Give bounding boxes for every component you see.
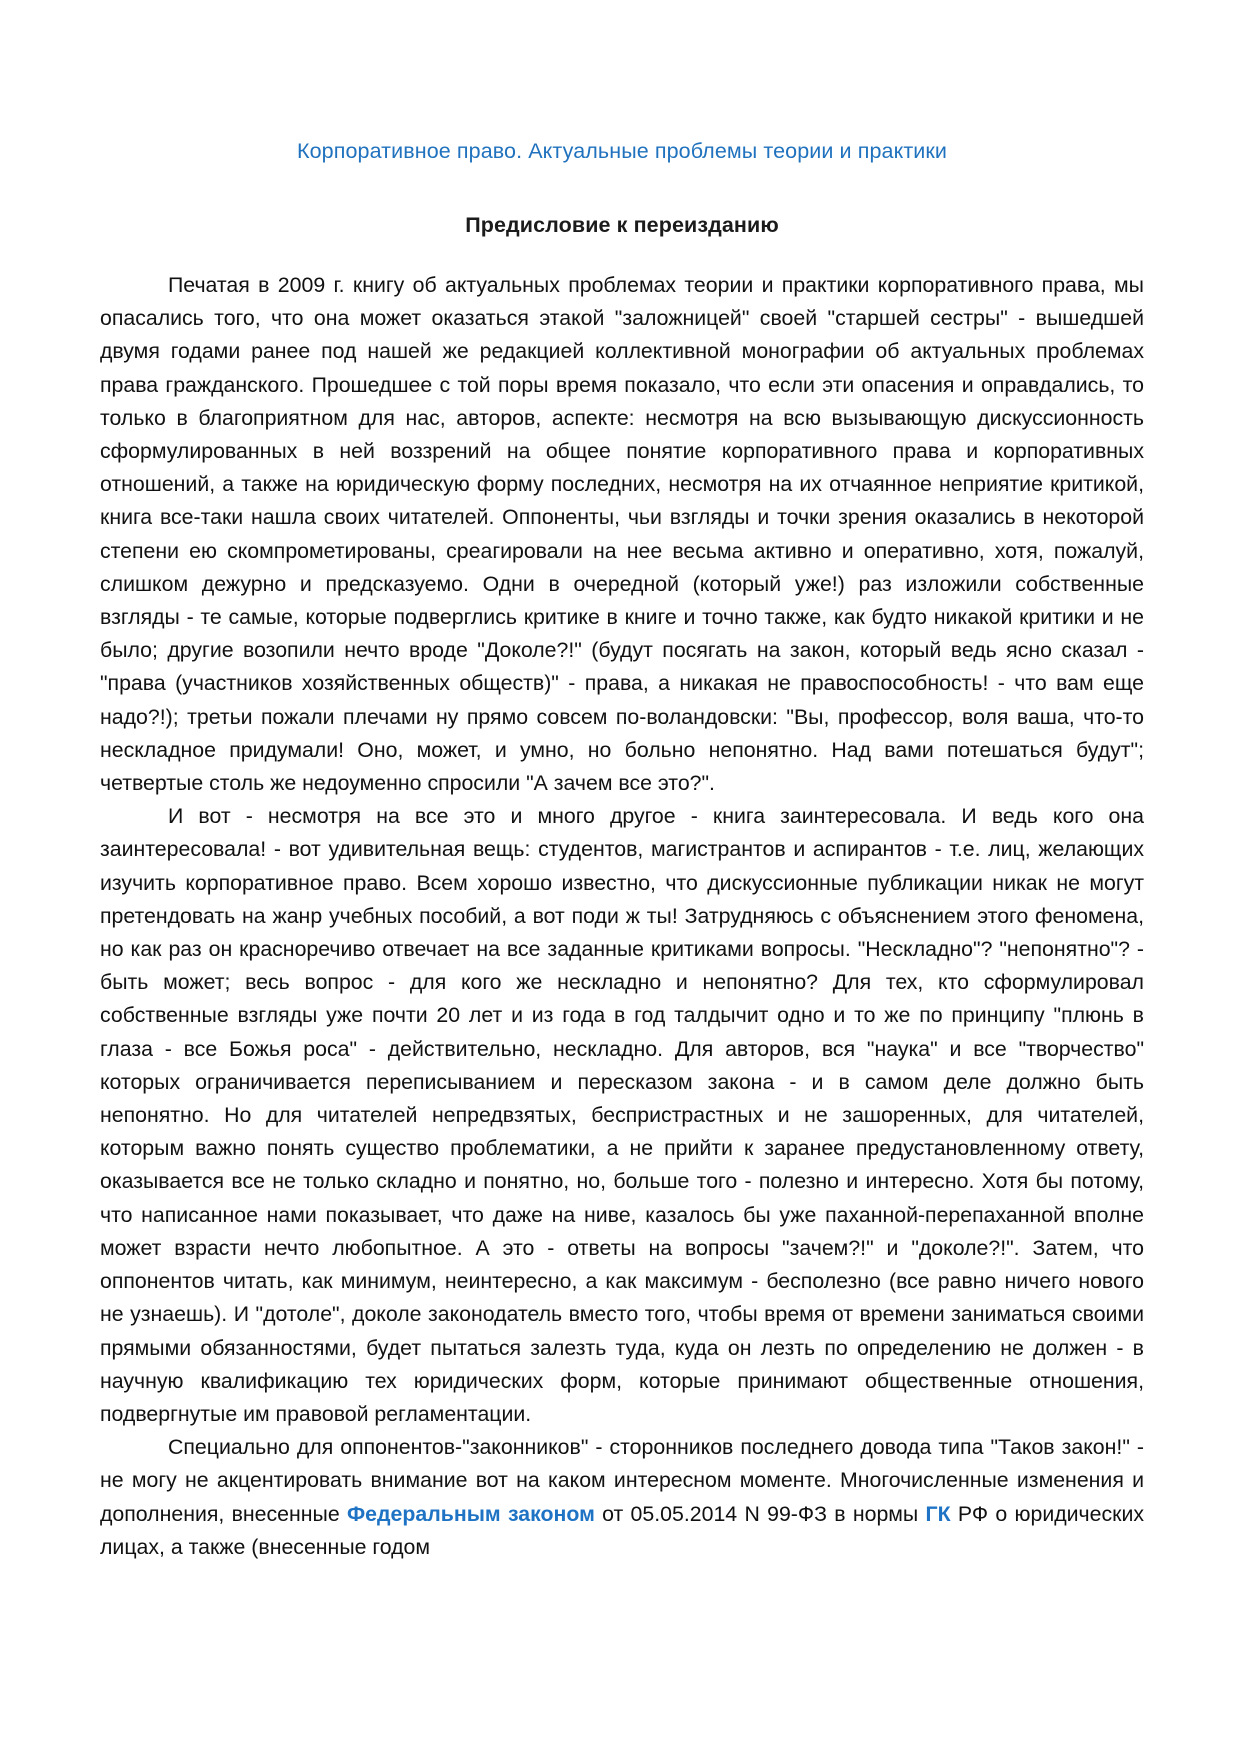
paragraph-3-segment-1: Специально для оппонентов-"законников" - сторонников последнего довода типа "Таков закон!" - не могу не акцентировать внимание вот на каком интересном моменте. Многочисленные изменения и дополнения, внесенные [100, 1435, 1144, 1526]
paragraph-1: Печатая в 2009 г. книгу об актуальных проблемах теории и практики корпоративного права, мы опасались того, что она может оказаться этакой "заложницей" своей "старшей сестры" - вышедшей двумя годами ранее под нашей же редакцией коллективной монографии об актуальных проблемах права гражданского. Прошедшее с той поры время показало, что если эти опасения и оправдались, то только в благоприятном для нас, авторов, аспекте: несмотря на всю вызывающую дискуссионность сформулированных в ней воззрений на общее понятие корпоративного права и корпоративных отношений, а также на юридическую форму последних, несмотря на их отчаянное неприятие критикой, книга все-таки нашла своих читателей. Оппоненты, чьи взгляды и точки зрения оказались в некоторой степени ею скомпрометированы, среагировали на нее весьма активно и оперативно, хотя, пожалуй, слишком дежурно и предсказуемо. Одни в очередной (который уже!) раз изложили собственные взгляды - те самые, которые подверглись критике в книге и точно также, как будто никакой критики и не было; другие возопили нечто вроде "Доколе?!" (будут посягать на закон, который ведь ясно сказал - "права (участников хозяйственных обществ)" - права, а никакая не правоспособность! - что вам еще надо?!); третьи пожали плечами ну прямо совсем по-воландовски: "Вы, профессор, воля ваша, что-то нескладное придумали! Оно, может, и умно, но больно непонятно. Над вами потешаться будут"; четвертые столь же недоуменно спросили "А зачем все это?". [100, 273, 1144, 796]
link-civil-code[interactable]: ГК [925, 1501, 951, 1526]
link-federal-law[interactable]: Федеральным законом [347, 1501, 595, 1526]
paragraph-2: И вот - несмотря на все это и много другое - книга заинтересовала. И ведь кого она заинтересовала! - вот удивительная вещь: студентов, магистрантов и аспирантов - т.е. лиц, желающих изучить корпоративное право. Всем хорошо известно, что дискуссионные публикации никак не могут претендовать на жанр учебных пособий, а вот поди ж ты! Затрудняюсь с объяснением этого феномена, но как раз он красноречиво отвечает на все заданные критиками вопросы. "Нескладно"? "непонятно"? - быть может; весь вопрос - для кого же нескладно и непонятно? Для тех, кто сформулировал собственные взгляды уже почти 20 лет и из года в год талдычит одно и то же по принципу "плюнь в глаза - все Божья роса" - действительно, нескладно. Для авторов, вся "наука" и все "творчество" которых ограничивается переписыванием и пересказом закона - и в самом деле должно быть непонятно. Но для читателей непредвзятых, беспристрастных и не зашоренных, для читателей, которым важно понять существо проблематики, а не прийти к заранее предустановленному ответу, оказывается все не только складно и понятно, но, больше того - полезно и интересно. Хотя бы потому, что написанное нами показывает, что даже на ниве, казалось бы уже паханной-перепаханной вполне может взрасти нечто любопытное. А это - ответы на вопросы "зачем?!" и "доколе?!". Затем, что оппонентов читать, как минимум, неинтересно, а как максимум - бесполезно (все равно ничего нового не узнаешь). И "дотоле", доколе законодатель вместо того, чтобы время от времени заниматься своими прямыми обязанностями, будет пытаться залезть туда, куда он лезть по определению не должен - в научную квалификацию тех юридических форм, которые принимают общественные отношения, подвергнутые им правовой регламентации. [100, 804, 1144, 1426]
paragraph-3-segment-3: РФ о юридических лицах, а также (внесенные годом [100, 1501, 1144, 1559]
paragraph-3 [100, 1431, 1144, 1564]
paragraph-3-segment-2: от 05.05.2014 N 99-ФЗ в нормы [594, 1501, 926, 1526]
section-heading: Предисловие к переизданию [465, 213, 779, 237]
document-title: Корпоративное право. Актуальные проблемы теории и практики [296, 139, 948, 163]
